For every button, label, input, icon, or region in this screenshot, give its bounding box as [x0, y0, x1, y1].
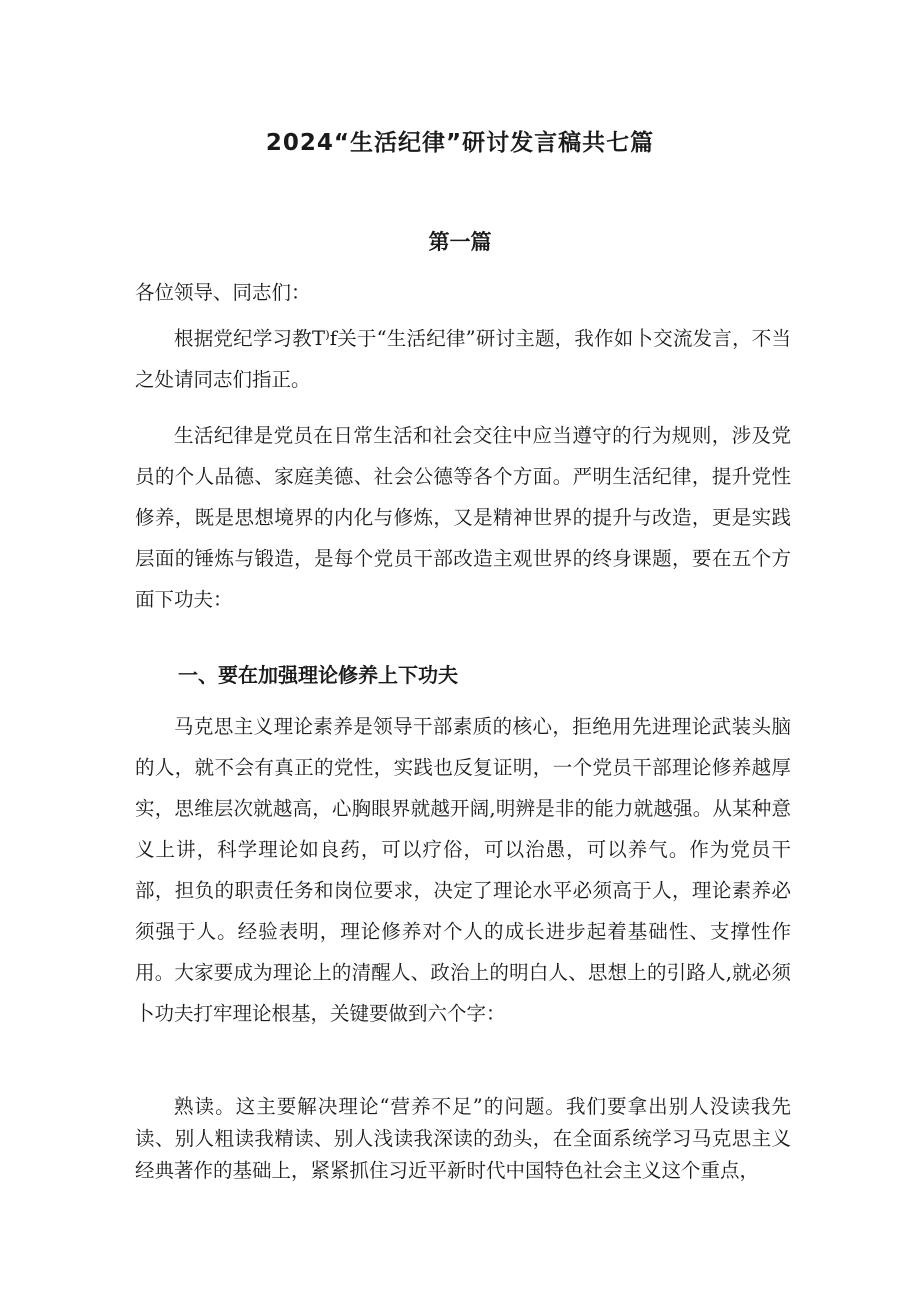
paragraph-section-2: 熟读。这主要解决理论“营养不足”的问题。我们要拿出别人没读我先读、别人粗读我精读、别人浅读我深读的劲头，在全面系统学习马克思主义经典著作的基础上，紧紧抓住习近平新时代中国特色社会主义这个重点， — [135, 1095, 791, 1182]
paragraph-intro: 根据党纪学习教T⁾f关于“生活纪律”研讨主题，我作如卜交流发言，不当之处请同志们指正。 — [135, 327, 791, 391]
paragraph-section-1: 马克思主义理论素养是领导干部素质的核心，拒绝用先进理论武装头脑的人，就不会有真正的党性，实践也反复证明，一个党员干部理论修养越厚实，思维层次就越高，心胸眼界就越开阔,明辨是非的能力就越强。从某种意义上讲，科学理论如良药，可以疗俗，可以治愚，可以养气。作为党员干部，担负的职责任务和岗位要求，决定了理论水平必须高于人，理论素养必须强于人。经验表明，理论修养对个人的成长进步起着基础性、支撑性作用。大家要成为理论上的清醒人、政治上的明白人、思想上的引路人,就必须卜功夫打牢理论根基，关键要做到六个字： — [135, 715, 791, 1025]
salutation: 各位领导、同志们： — [135, 281, 311, 304]
section-heading: 一、要在加强理论修养上下功夫 — [178, 663, 458, 687]
chapter-title: 第一篇 — [428, 230, 492, 254]
paragraph-body: 生活纪律是党员在日常生活和社会交往中应当遵守的行为规则，涉及党员的个人品德、家庭美德、社会公德等各个方面。严明生活纪律，提升党性修养，既是思想境界的内化与修炼，又是精神世界的提升与改造，更是实践层面的锤炼与锻造，是每个党员干部改造主观世界的终身课题，要在五个方面下功夫： — [135, 424, 791, 611]
document-title: 2024“生活纪律”研讨发言稿共七篇 — [265, 130, 655, 156]
